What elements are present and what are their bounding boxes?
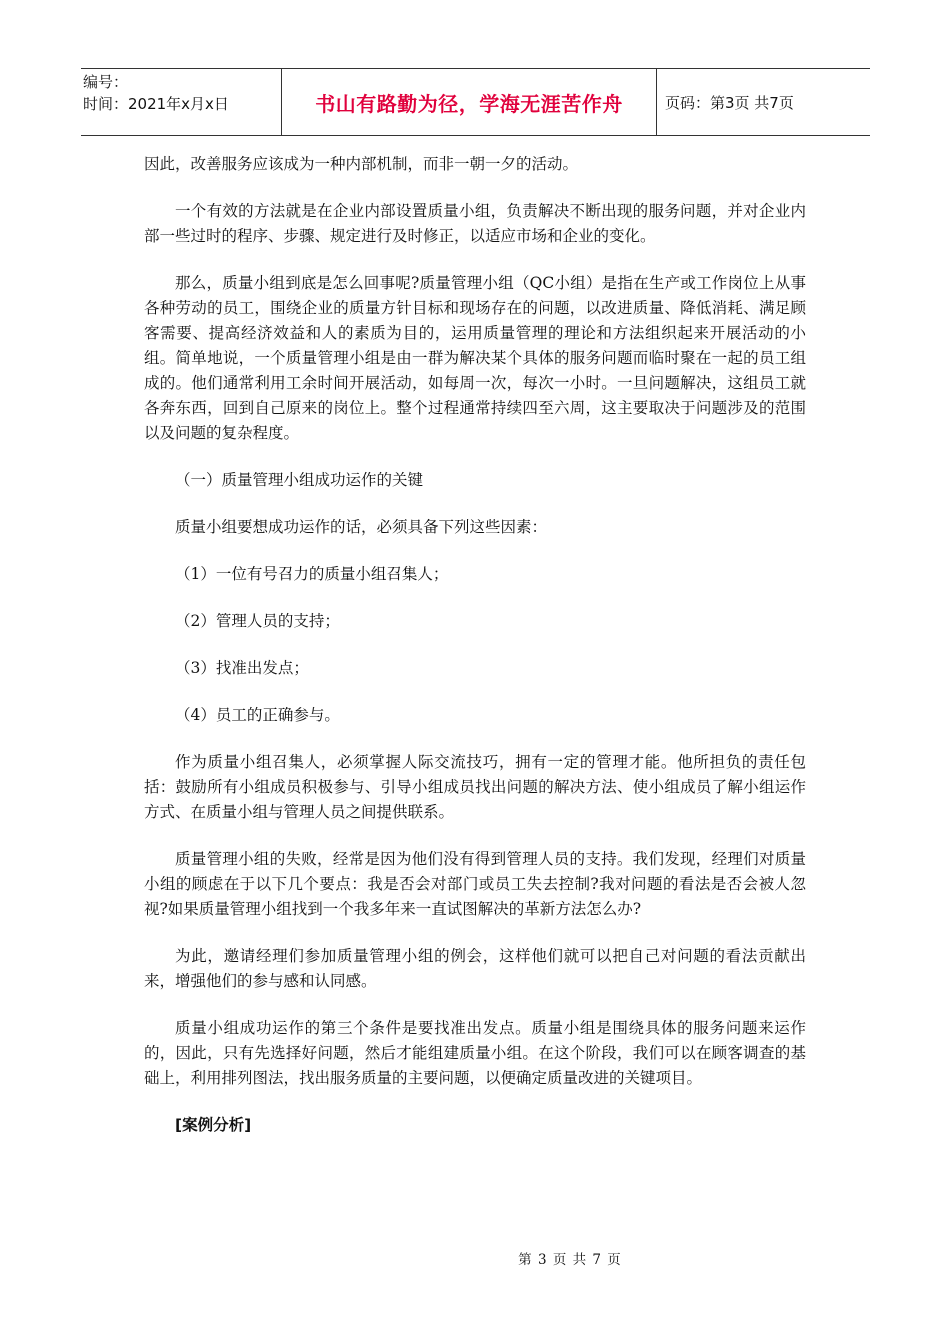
- header-page-info: 页码：第3页 共7页: [665, 93, 794, 112]
- subsection-title: （一）质量管理小组成功运作的关键: [175, 471, 424, 489]
- footer-page-number: 第 3 页 共 7 页: [518, 1252, 622, 1268]
- paragraph: 作为质量小组召集人，必须掌握人际交流技巧，拥有一定的管理才能。他所担负的责任包括：鼓励所有小组成员积极参与、引导小组成员找出问题的解决方法、使小组成员了解小组运作方式、在质量小组与管理人员之间提供联系。: [144, 753, 806, 821]
- list-item: （3）找准出发点；: [175, 659, 309, 677]
- page-footer: [0, 1248, 950, 1268]
- list-item: （2）管理人员的支持；: [175, 612, 340, 630]
- paragraph: 因此，改善服务应该成为一种内部机制，而非一朝一夕的活动。: [144, 155, 579, 173]
- document-number-label: 编号：: [83, 73, 129, 91]
- case-analysis-heading: [案例分析]: [175, 1116, 252, 1134]
- paragraph: 一个有效的方法就是在企业内部设置质量小组，负责解决不断出现的服务问题，并对企业内部一些过时的程序、步骤、规定进行及时修正，以适应市场和企业的变化。: [144, 202, 806, 245]
- document-body: [144, 152, 806, 1160]
- header-motto: 书山有路勤为径，学海无涯苦作舟: [315, 91, 623, 116]
- paragraph: 质量管理小组的失败，经常是因为他们没有得到管理人员的支持。我们发现，经理们对质量小组的顾虑在于以下几个要点：我是否会对部门或员工失去控制?我对问题的看法是否会被人忽视?如果质量管理小组找到一个我多年来一直试图解决的革新方法怎么办?: [144, 850, 806, 918]
- paragraph: 那么，质量小组到底是怎么回事呢?质量管理小组（QC小组）是指在生产或工作岗位上从事各种劳动的员工，围绕企业的质量方针目标和现场存在的问题，以改进质量、降低消耗、满足顾客需要、提高经济效益和人的素质为目的，运用质量管理的理论和方法组织起来开展活动的小组。简单地说，一个质量管理小组是由一群为解决某个具体的服务问题而临时聚在一起的员工组成的。他们通常利用工余时间开展活动，如每周一次，每次一小时。一旦问题解决，这组员工就各奔东西，回到自己原来的岗位上。整个过程通常持续四至六周，这主要取决于问题涉及的范围以及问题的复杂程度。: [144, 274, 806, 442]
- paragraph: 质量小组要想成功运作的话，必须具备下列这些因素：: [175, 518, 548, 536]
- header-right-cell: [657, 69, 870, 135]
- paragraph: 为此，邀请经理们参加质量管理小组的例会，这样他们就可以把自己对问题的看法贡献出来，增强他们的参与感和认同感。: [144, 947, 806, 990]
- document-date: 时间：2021年x月x日: [83, 95, 229, 113]
- document-header: [81, 68, 870, 136]
- list-item: （1）一位有号召力的质量小组召集人；: [175, 565, 449, 583]
- paragraph: 质量小组成功运作的第三个条件是要找准出发点。质量小组是围绕具体的服务问题来运作的，因此，只有先选择好问题，然后才能组建质量小组。在这个阶段，我们可以在顾客调查的基础上，利用排列图法，找出服务质量的主要问题，以便确定质量改进的关键项目。: [144, 1019, 806, 1087]
- list-item: （4）员工的正确参与。: [175, 706, 340, 724]
- header-middle-cell: [282, 69, 657, 135]
- header-left-cell: [81, 69, 282, 135]
